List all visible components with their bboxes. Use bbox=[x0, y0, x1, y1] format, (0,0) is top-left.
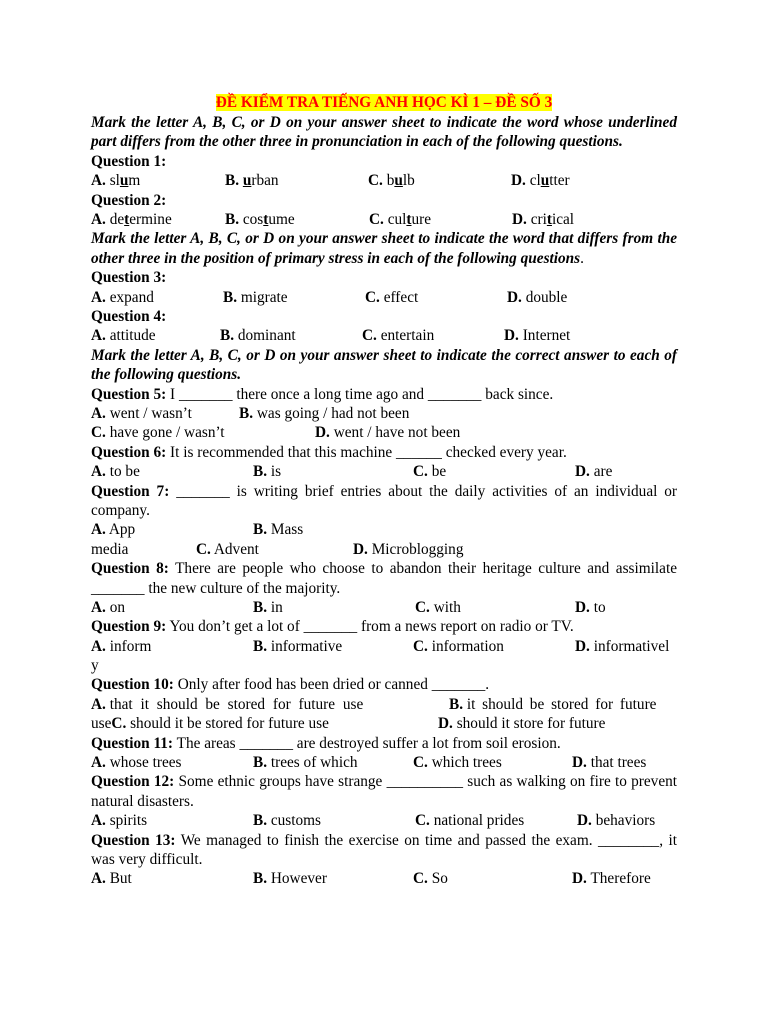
question-5-options-ab bbox=[91, 404, 677, 423]
option-a: A. inform bbox=[91, 637, 152, 655]
question-9: Question 9: You don’t get a lot of _______ from a news report on radio or TV. bbox=[91, 618, 574, 636]
option-c: C. information bbox=[413, 637, 504, 655]
option-c: C. with bbox=[415, 598, 461, 616]
section1-instruction: Mark the letter A, B, C, or D on your answer sheet to indicate the word whose underlined part differs from the other three in pronunciation in each of the following questions. bbox=[91, 114, 677, 151]
option-b: B. is bbox=[253, 463, 282, 481]
question-7-options-cd bbox=[91, 540, 677, 559]
option-c: C. be bbox=[413, 463, 447, 481]
option-c: C. national prides bbox=[415, 812, 525, 830]
option-d: D. Internet bbox=[504, 327, 571, 345]
option-d: D. critical bbox=[512, 210, 575, 228]
option-a: A. that it should be stored for future use bbox=[91, 695, 364, 713]
option-b: B. customs bbox=[253, 812, 321, 830]
option-c: C. bulb bbox=[368, 172, 415, 190]
question-10-options-cd bbox=[91, 714, 677, 733]
question-8: Question 8: There are people who choose to abandon their heritage culture and assimilate _______ the new culture of the majority. bbox=[91, 560, 677, 597]
option-d: D. clutter bbox=[511, 172, 570, 190]
option-b: B. urban bbox=[225, 172, 279, 190]
question-1-label: Question 1: bbox=[91, 152, 167, 170]
question-13: Question 13: We managed to finish the exercise on time and passed the exam. ________, it was very difficult. bbox=[91, 831, 677, 869]
question-6: Question 6: It is recommended that this machine ______ checked every year. bbox=[91, 443, 567, 461]
option-a: A. App bbox=[91, 521, 136, 539]
option-a: A. to be bbox=[91, 463, 140, 481]
option-b: B. informative bbox=[253, 637, 343, 655]
question-9-options bbox=[91, 637, 677, 656]
option-d: D. are bbox=[575, 463, 613, 481]
page-title: ĐỀ KIỂM TRA TIẾNG ANH HỌC KÌ 1 – ĐỀ SỐ 3 bbox=[215, 94, 553, 111]
option-d: D. should it store for future bbox=[438, 715, 606, 733]
question-8-options bbox=[91, 598, 677, 617]
option-c: C. have gone / wasn’t bbox=[91, 424, 225, 442]
option-a: A. on bbox=[91, 598, 125, 616]
option-a: A. whose trees bbox=[91, 754, 182, 772]
option-c: C. Advent bbox=[196, 540, 259, 558]
option-a: A. went / wasn’t bbox=[91, 404, 192, 422]
question-11: Question 11: The areas _______ are destroyed suffer a lot from soil erosion. bbox=[91, 734, 561, 752]
option-d: D. went / have not been bbox=[315, 424, 461, 442]
option-d: D. double bbox=[507, 288, 568, 306]
exam-content bbox=[91, 93, 677, 889]
option-c: C. culture bbox=[369, 210, 432, 228]
question-13-options bbox=[91, 869, 677, 888]
question-3-label: Question 3: bbox=[91, 269, 167, 287]
question-12: Question 12: Some ethnic groups have strange __________ such as walking on fire to prevent natural disasters. bbox=[91, 773, 678, 810]
option-a: A. expand bbox=[91, 288, 154, 306]
option-c: C. effect bbox=[365, 288, 419, 306]
question-10: Question 10: Only after food has been dried or canned _______. bbox=[91, 676, 490, 694]
question-4-label: Question 4: bbox=[91, 307, 167, 325]
option-b: B. was going / had not been bbox=[239, 404, 410, 422]
question-7-options-ab bbox=[91, 520, 677, 539]
option-a: A. slum bbox=[91, 172, 141, 190]
option-c: useC. should it be stored for future use bbox=[91, 715, 329, 733]
option-d: D. to bbox=[575, 598, 606, 616]
option-d: D. Microblogging bbox=[353, 540, 464, 558]
option-b: B. costume bbox=[225, 210, 295, 228]
question-5: Question 5: I _______ there once a long time ago and _______ back since. bbox=[91, 385, 554, 403]
option-c: C. which trees bbox=[413, 754, 502, 772]
option-b: B. trees of which bbox=[253, 754, 358, 772]
option-a: A. spirits bbox=[91, 812, 148, 830]
option-d: D. behaviors bbox=[577, 812, 656, 830]
question-2-options bbox=[91, 210, 677, 229]
question-11-options bbox=[91, 753, 677, 772]
option-b: B. Mass bbox=[253, 521, 304, 539]
option-c: C. So bbox=[413, 870, 448, 888]
option-b: B. migrate bbox=[223, 288, 288, 306]
option-a: A. But bbox=[91, 870, 132, 888]
option-d-continued: y bbox=[91, 657, 99, 675]
question-1-options bbox=[91, 171, 677, 190]
question-6-options bbox=[91, 462, 677, 481]
option-a: A. determine bbox=[91, 210, 172, 228]
question-7: Question 7: _______ is writing brief entries about the daily activities of an individual or company. bbox=[91, 482, 678, 519]
question-5-options-cd bbox=[91, 423, 677, 442]
option-a: A. attitude bbox=[91, 327, 156, 345]
question-10-options-ab bbox=[91, 695, 677, 714]
option-b-continued: media bbox=[91, 540, 129, 558]
section3-instruction: Mark the letter A, B, C, or D on your answer sheet to indicate the correct answer to each of the following questions. bbox=[91, 346, 677, 384]
question-4-options bbox=[91, 326, 677, 345]
option-b: B. it should be stored for future bbox=[449, 695, 657, 713]
option-b: B. dominant bbox=[220, 327, 296, 345]
section2-instruction: Mark the letter A, B, C, or D on your answer sheet to indicate the word that differs from the other three in the position of primary stress in each of the following questions. bbox=[91, 230, 677, 267]
question-3-options bbox=[91, 288, 677, 307]
option-c: C. entertain bbox=[362, 327, 435, 345]
option-b: B. However bbox=[253, 870, 327, 888]
option-d: D. informativel bbox=[575, 637, 670, 655]
question-2-label: Question 2: bbox=[91, 191, 167, 209]
option-d: D. that trees bbox=[572, 754, 647, 772]
question-12-options bbox=[91, 811, 677, 830]
option-d: D. Therefore bbox=[572, 870, 651, 888]
option-b: B. in bbox=[253, 598, 283, 616]
